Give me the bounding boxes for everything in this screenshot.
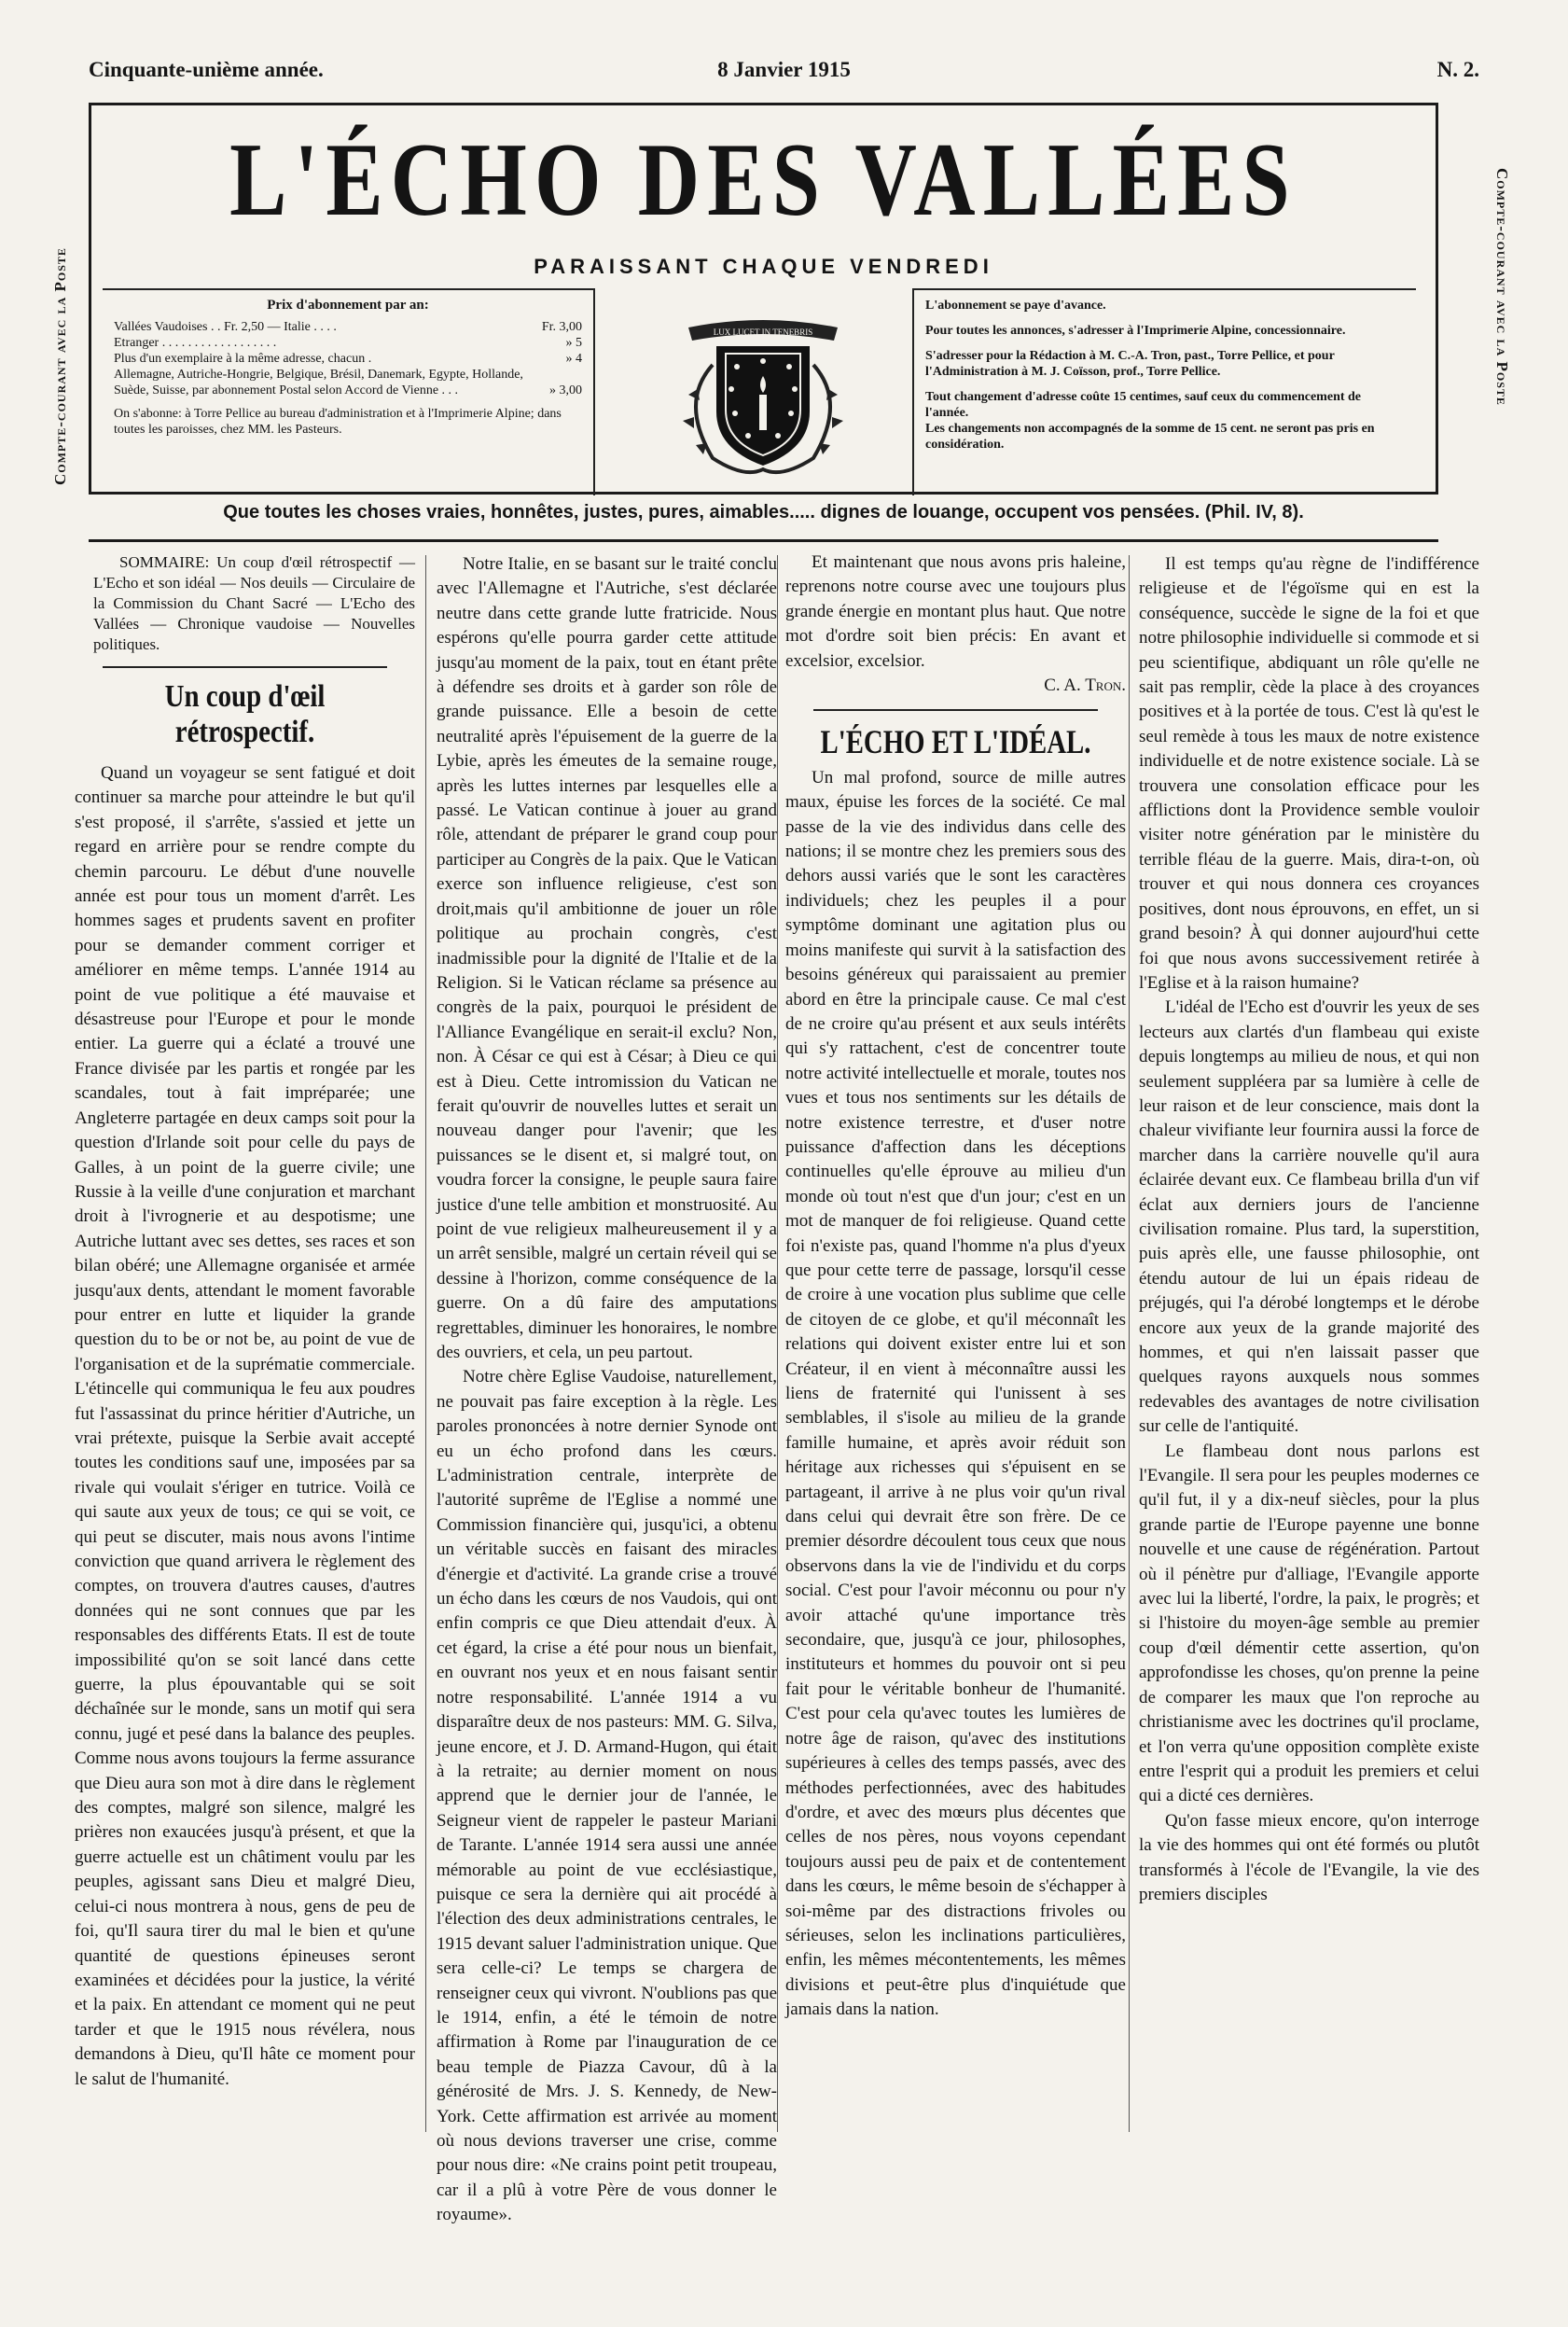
article-title: L'ÉCHO ET L'IDÉAL. — [820, 723, 1091, 761]
newspaper-title: L'ÉCHO DES VALLÉES — [229, 122, 1297, 238]
article-paragraph: Qu'on fasse mieux encore, qu'on interroge la vie des hommes qui ont été formés ou plutôt transformés à l'école de l'Evangile, la vie des premiers disciples — [1139, 1810, 1479, 1904]
column-divider — [425, 555, 426, 2132]
price-row — [114, 367, 582, 398]
price-label: Etranger . . . . . . . . . . . . . . . . . . — [114, 336, 277, 350]
price-label: Vallées Vaudoises . . Fr. 2,50 — Italie . . . . — [114, 320, 337, 334]
column-divider — [777, 555, 778, 2132]
column-4 — [1139, 552, 1479, 1907]
subscription-note: On s'abonne: à Torre Pellice au bureau d'administration et à l'Imprimerie Alpine; dans toutes les paroisses, chez MM. les Pasteurs. — [114, 407, 562, 437]
article-paragraph: Notre chère Eglise Vaudoise, naturellement, ne pouvait pas faire exception à la règle. Les paroles prononcées à notre dernier Synode ont eu un écho profond dans les cœurs. L'administration centrale, interprète de l'autorité suprême de l'Eglise a nommé une Commission financière qui, jusqu'ici, a obtenu un véritable succès en faisant des miracles d'énergie et d'activité. La grande crise a trouvé un écho dans les cœurs de nos Vaudois, qui ont enfin compris ce que Dieu attendait d'eux. À cet égard, la crise a été pour nous un bienfait, en ouvrant nos yeux et en nous faisant sentir notre responsabilité. L'année 1914 a vu disparaître deux de nos pasteurs: MM. G. Silva, jeune encore, et J. D. Armand-Hugon, qui était à la retraite; au dernier moment on nous apprend que le dernier jour de l'année, le Seigneur vient de rappeler le pasteur Mariani de Tarante. L'année 1914 sera aussi une année mémorable au point de vue ecclésiastique, puisque ce sera la dernière qui ait procédé à l'élection des deux administrations centrales, le 1915 devant saluer l'administration unique. Que sera celle-ci? Le temps se chargera de renseigner ceux qui vivront. N'oublions pas que le 1914, enfin, a été le témoin de notre affirmation à Rome par l'inauguration de ce beau temple de Piazza Cavour, dû à la générosité de Mrs. J. S. Kennedy, de New-York. Cette affirmation est arrivée au moment où nous devions traverser une crise, comme pour nous dire: «Ne crains point petit troupeau, car il a plû à votre Père de vous donner le royaume». — [437, 1367, 777, 2225]
sommaire: SOMMAIRE: Un coup d'œil rétrospectif — L'Echo et son idéal — Nos deuils — Circulaire de la Commission du Chant Sacré — L'Echo des Vallées — Chronique vaudoise — Nouvelles politiques. — [93, 553, 415, 653]
numero: N. 2. — [1436, 58, 1479, 81]
date: 8 Janvier 1915 — [717, 58, 851, 81]
subscription-box — [103, 288, 595, 495]
article-paragraph: Notre Italie, en se basant sur le traité conclu avec l'Allemagne et l'Autriche, s'est déclarée neutre dans cette grande lutte fratricide. Nous espérons qu'elle pourra garder cette attitude jusqu'au moment de la paix, tout en étant prête à défendre ses droits et à garder son rôle de grande puissance. Elle a besoin de cette neutralité après l'épuisement de la guerre de la Lybie, après les émeutes de la semaine rouge, après les luttes internes par lesquelles elle a passé. Le Vatican continue à jouer au grand rôle, attendant de préparer le grand coup pour participer au Congrès de la paix. Que le Vatican exerce son influence religieuse, c'est son droit,mais qu'il ambitionne de jouer un rôle politique au prochain congrès, c'est inadmissible pour la dignité de l'Italie et de la Religion. Si le Vatican réclame sa présence au congrès de la paix, pourquoi le président de l'Alliance Evangélique en serait-il exclu? Non, non. À César ce qui est à César; à Dieu ce qui est à Dieu. Cette intromission du Vatican ne ferait qu'ouvrir de nouvelles luttes et serait un nouveau danger pour l'avenir; que les puissances se le disent et, si malgré tout, on voudra forcer la consigne, le peuple saura faire justice d'une telle ambition et monstruosité. Au point de vue religieux malheureusement il y a un arrêt sensible, malgré un certain réveil qui se dessine à l'horizon, comme conséquence de la guerre. On a dû faire des amputations regrettables, diminuer les honoraires, le nombre des ouvriers, et cela, un peu partout. — [437, 554, 777, 1362]
article-paragraph: Le flambeau dont nous parlons est l'Evangile. Il sera pour les peuples modernes ce qu'il fut, il y a dix-neuf siècles, pour la plus grande partie de l'Europe payenne une bonne nouvelle et une cause de régénération. Partout où il pénètre pur d'alliage, l'Evangile apporte avec lui la liberté, l'ordre, la paix, le progrès; et si l'histoire du moyen-âge semble au premier coup d'œil démentir cette assertion, qu'on approfondisse les choses, qu'on prenne la peine de comparer les maux que l'on reproche au christianisme avec les doctrines qu'il proclame, et l'on verra qu'une opposition complète existe entre l'esprit qui a produit les premiers et celui qui a dicté ces dernières. — [1139, 1441, 1479, 1806]
notice: Tout changement d'adresse coûte 15 centimes, sauf ceux du commencement de l'année. — [925, 390, 1362, 420]
article-paragraph: L'idéal de l'Echo est d'ouvrir les yeux de ses lecteurs aux clartés d'un flambeau qui existe depuis longtemps au milieu de nous, et qui non seulement suppléera par sa lumière à celle de leur raison et de leur conscience, mais dont la chaleur vivifiante leur fournira aussi la force de marcher dans la carrière nouvelle qu'il aura éclairée devant eux. Ce flambeau brilla d'un vif éclat aux derniers jours de l'ancienne civilisation romaine. Plus tard, la superstition, puis après elle, une fausse philosophie, ont étendu autour de lui un épais rideau de préjugés, qui l'a dérobé longtemps et le dérobe encore aux yeux de la grande majorité des hommes, et qui n'en laissait passer que quelques rayons auxquels nous sommes redevables des avantages de notre civilisation sur celle de l'antiquité. — [1139, 997, 1479, 1437]
price-label: Allemagne, Autriche-Hongrie, Belgique, Brésil, Danemark, Egypte, Hollande, Suède, Suisse, par abonnement Postal selon Accord de Vienne . . . — [114, 368, 523, 397]
newspaper-subtitle: PARAISSANT CHAQUE VENDREDI — [534, 255, 993, 278]
side-text-left: Compte-courant avec la Poste — [51, 247, 69, 485]
masthead — [89, 103, 1438, 495]
column-divider — [1129, 555, 1130, 2132]
divider — [103, 666, 387, 668]
notice: Les changements non accompagnés de la somme de 15 cent. ne seront pas pris en considération. — [925, 422, 1375, 452]
notice: S'adresser pour la Rédaction à M. C.-A. Tron, past., Torre Pellice, et pour l'Administration à M. J. Coïsson, prof., Torre Pellice. — [925, 349, 1335, 379]
price-label: Plus d'un exemplaire à la même adresse, chacun . — [114, 352, 372, 366]
annee: Cinquante-unième année. — [89, 58, 324, 81]
price-row — [114, 335, 582, 351]
article-title: Un coup d'œil rétrospectif. — [164, 679, 326, 749]
notice: L'abonnement se paye d'avance. — [925, 299, 1106, 313]
price-row — [114, 351, 582, 367]
price-value: Fr. 3,00 — [541, 320, 582, 334]
article-paragraph: Quand un voyageur se sent fatigué et doit continuer sa marche pour atteindre le but qu'il s'est proposé, il s'arrête, s'assied et jette un regard en arrière pour se rendre compte du chemin parcouru. Le début d'une nouvelle année est pour tous un moment d'arrêt. Les hommes sages et prudents savent en profiter pour se demander comment corriger et améliorer en même temps. L'année 1914 au point de vue politique a été mauvaise et désastreuse pour l'Europe et pour le monde entier. La guerre qui a éclaté a trouvé une France divisée par les partis et rongée par les scandales, tout à fait impréparée; une Angleterre partagée en deux camps soit pour la question d'Irlande soit pour celle du pays de Galles, à un point de la guerre civile; une Russie à la veille d'une conjuration et marchant droit à l'ivrognerie et au despotisme; une Autriche luttant avec ses dettes, ses races et son bilan obéré; une Allemagne organisée et armée jusqu'aux dents, attendant le moment favorable pour entrer en lutte et liquider la grande question du to be or not be, au point de vue de l'organisation et de la suprématie commerciale. L'étincelle qui communiqua le feu aux poudres fut l'assassinat du prince héritier d'Autriche, un vrai prétexte, puisque la Serbie avait accepté toutes les conditions sauf une, imposées par sa rivale qui voulait s'ériger en tutrice. Voilà ce qui saute aux yeux de tous; ce qui se voit, ce qui peut se discuter, mais nous avons l'intime conviction que quand arrivera le règlement des comptes, on trouvera d'autres causes, d'autres données qui ne sont connues que par les responsables des différents Etats. Il est de toute impossibilité qu'on se soit lancé dans cette guerre, la plus épouvantable qui se soit déchaînée sur le monde, sans un motif qui sera connu, jugé et pesé dans la balance des peuples. Comme nous avons toujours la ferme assurance que Dieu aura son mot à dire dans le règlement des comptes, malgré son silence, malgré les prières non exaucées jusqu'à présent, et que la guerre actuelle est un châtiment voulu par les peuples, agissant sans Dieu et malgré Dieu, celui-ci nous montrera à nous, gens de peu de foi, qu'Il saura tirer du mal le bien et qu'une quantité de questions épineuses seront examinées et décidées pour la justice, la vérité et la paix. En attendant ce moment qui ne peut tarder et que le 1915 nous révélera, nous demandons à Dieu, qu'Il hâte ce moment pour le salut de l'humanité. — [75, 763, 415, 2089]
divider — [813, 709, 1098, 711]
price-row — [114, 319, 582, 335]
emblem-icon — [651, 309, 875, 486]
article-paragraph: Il est temps qu'au règne de l'indifférence religieuse et de l'égoïsme qui en est la conséquence, succède le signe de la foi et que notre philosophie individuelle si commode et si peu scientifique, abdiquant un rôle qu'elle ne sait pas remplir, cède la place à des croyances positives et à la portée de tous. C'est là qu'est le seul remède à tous les maux de notre existence individuelle et de notre existence sociale. Là se trouvera une consolation efficace pour les afflictions dont la Providence semble vouloir visiter notre génération par le ministère du terrible fléau de la guerre. Mais, dira-t-on, où trouver et qui nous donnera ces croyances positives, dont nous éprouvons, en effet, un si grand besoin? À qui donner aujourd'hui cette foi que nous avons successivement retirée à l'Eglise et à la raison humaine? — [1139, 554, 1479, 993]
price-value: » 3,00 — [549, 383, 582, 397]
emblem-motto: LUX LUCET IN TENEBRIS — [713, 327, 813, 337]
dateline — [89, 58, 1479, 90]
divider — [89, 539, 1438, 542]
notices-box — [912, 288, 1416, 495]
side-text-right: Compte-courant avec la Poste — [1493, 168, 1511, 406]
signature: C. A. Tron. — [1044, 676, 1126, 696]
article-paragraph: Et maintenant que nous avons pris haleine, reprenons notre course avec une toujours plus grande énergie en montant plus haut. Que notre mot d'ordre soit bien précis: En avant et excelsior, excelsior. — [785, 552, 1126, 671]
column-3 — [785, 550, 1126, 2023]
subscription-heading: Prix d'abonnement par an: — [267, 298, 429, 313]
notice: Pour toutes les annonces, s'adresser à l'Imprimerie Alpine, concessionnaire. — [925, 324, 1346, 338]
price-value: » 5 — [565, 336, 582, 350]
article-paragraph: Un mal profond, source de mille autres maux, épuise les forces de la société. Ce mal passe de la vie des individus dans celle des nations; il se montre chez les premiers sous des dehors aussi variés que le sont les caractères individuels; chez les peuples il a pour symptôme dominant une agitation plus ou moins manifeste qui survit à la satisfaction des besoins généreux qui paraissaient au premier abord en être la principale cause. Ce mal c'est de ne croire qu'au présent et aux seuls intérêts qui s'y rattachent, c'est de concentrer toute notre activité intellectuelle et morale, toutes nos vues et tous nos sentiments sur les détails de notre existence terrestre, et d'user notre puissance d'affection dans les déceptions continuelles qu'elle éprouve au milieu d'un monde où tout n'est que d'un jour; c'est en un mot de manquer de foi religieuse. Quand cette foi n'existe pas, quand l'homme n'a plus d'yeux que pour cette terre de passage, lorsqu'il cesse de croire à une vocation plus sublime que celle de citoyen de ce globe, et qu'il méconnaît les relations qui doivent exister entre lui et son Créateur, il en vient à méconnaître aussi les liens de fraternité qui l'unissent à ses semblables, il s'isole au milieu de la grande famille humaine, et après avoir réduit son héritage aux richesses qui s'épuisent en se partageant, il arrive à ne plus voir qu'un rival dans celui qui devrait être son frère. De ce premier désordre découlent tous ceux que nous observons dans la vie de l'individu et du corps social. C'est pour l'avoir méconnu ou pour n'y avoir attaché qu'une importance très secondaire, que, jusqu'à ce jour, philosophes, instituteurs et hommes du pouvoir ont si peu fait pour le véritable bonheur de l'humanité. C'est pour cela qu'avec toutes les lumières de notre âge de raison, qu'avec des institutions supérieures à celles des temps passés, avec des méthodes perfectionnées, avec des habitudes d'ordre, et avec des mœurs plus décentes que celles de nos pères, nous voyons cependant toujours aussi peu de paix et de contentement dans les cœurs, le même besoin de s'échapper à soi-même par des distractions frivoles ou sérieuses, selon les inclinations particulières, enfin, les mêmes mécontentements, les mêmes divisions et peut-être plus d'inquiétude que jamais dans la nation. — [785, 767, 1126, 2020]
price-value: » 4 — [565, 352, 582, 366]
column-2 — [437, 552, 777, 2228]
column-1 — [75, 552, 415, 2092]
motto: Que toutes les choses vraies, honnêtes, justes, pures, aimables..... dignes de louange, occupent vos pensées. (Phil. IV, 8). — [223, 502, 1304, 523]
